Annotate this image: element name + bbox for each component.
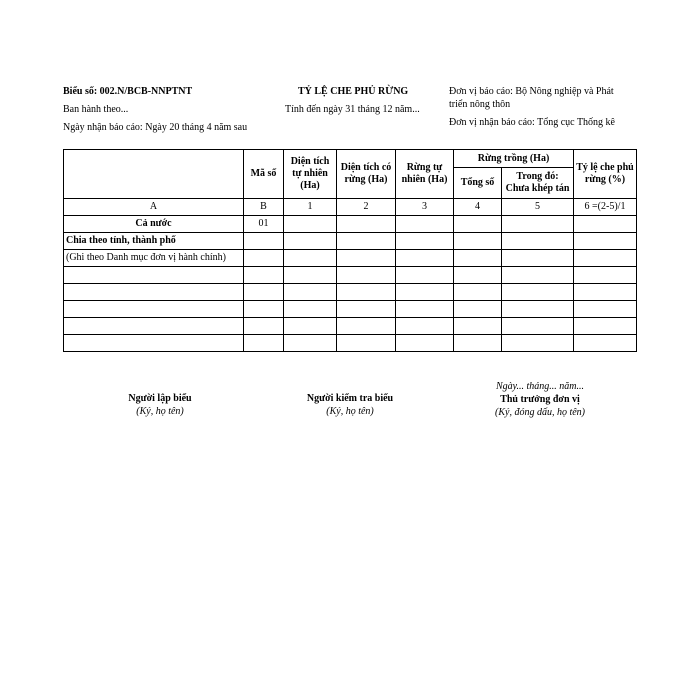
index-cell: 3 — [396, 199, 454, 216]
preparer-title: Người lập biểu — [128, 393, 192, 404]
page-title: TỶ LỆ CHE PHỦ RỪNG — [298, 86, 409, 97]
index-cell: 2 — [337, 199, 396, 216]
reporting-unit-line2: triển nông thôn — [449, 99, 511, 110]
checker-title: Người kiểm tra biểu — [306, 393, 394, 404]
head-note: (Ký, đóng dấu, họ tên) — [495, 407, 585, 418]
row-country-code: 01 — [244, 216, 284, 233]
index-row — [64, 199, 637, 216]
index-cell: 5 — [502, 199, 574, 216]
table-header-row-1 — [64, 150, 637, 168]
date-line: Ngày... tháng... năm... — [495, 381, 585, 392]
table-row — [64, 335, 637, 352]
index-cell: 1 — [284, 199, 337, 216]
table-row — [64, 267, 637, 284]
as-of-date: Tính đến ngày 31 tháng 12 năm... — [285, 104, 420, 115]
checker-note: (Ký, họ tên) — [326, 406, 374, 417]
header-forest-area: Diện tích có rừng (Ha) — [337, 150, 396, 199]
header-natural-forest: Rừng tự nhiên (Ha) — [396, 150, 454, 199]
header-planted-group: Rừng trồng (Ha) — [454, 150, 574, 168]
header-name-cell — [64, 150, 244, 199]
index-cell: A — [64, 199, 244, 216]
received-date: Ngày nhận báo cáo: Ngày 20 tháng 4 năm sau — [63, 122, 248, 133]
table-row — [64, 233, 637, 250]
head-signature — [470, 380, 610, 419]
table-row — [64, 301, 637, 318]
header-planted-unclosed: Trong đó: Chưa khép tán — [502, 168, 574, 199]
row-by-province: Chia theo tỉnh, thành phố — [64, 233, 244, 250]
head-title: Thủ trưởng đơn vị — [500, 394, 580, 405]
checker-signature — [290, 392, 410, 418]
header-code: Mã số — [244, 150, 284, 199]
forest-coverage-table — [63, 149, 637, 352]
table-row — [64, 250, 637, 267]
preparer-signature — [110, 392, 210, 418]
header-planted-total: Tổng số — [454, 168, 502, 199]
issued-by: Ban hành theo... — [63, 104, 129, 115]
receiving-unit: Đơn vị nhận báo cáo: Tổng cục Thống kê — [449, 117, 615, 128]
form-code: Biểu số: 002.N/BCB-NNPTNT — [63, 86, 193, 97]
preparer-note: (Ký, họ tên) — [136, 406, 184, 417]
table-row — [64, 216, 637, 233]
header-coverage: Tỷ lệ che phủ rừng (%) — [574, 150, 637, 199]
row-note: (Ghi theo Danh mục đơn vị hành chính) — [64, 250, 244, 267]
header-natural-area: Diện tích tự nhiên (Ha) — [284, 150, 337, 199]
table-row — [64, 284, 637, 301]
table-row — [64, 318, 637, 335]
index-cell: 4 — [454, 199, 502, 216]
index-cell: 6 =(2-5)/1 — [574, 199, 637, 216]
reporting-unit-line1: Đơn vị báo cáo: Bộ Nông nghiệp và Phát — [449, 86, 614, 97]
index-cell: B — [244, 199, 284, 216]
row-country-label: Cả nước — [64, 216, 244, 233]
